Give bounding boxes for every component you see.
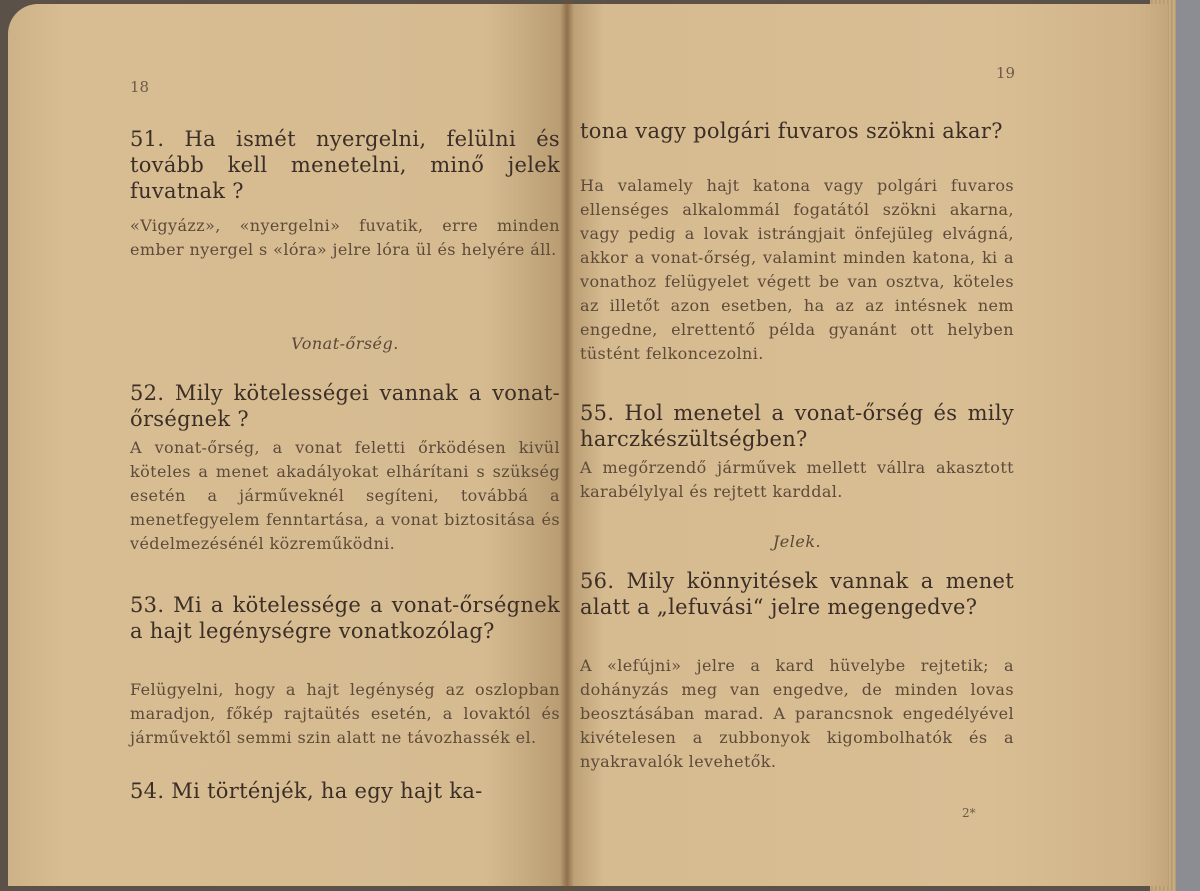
question-52: 52. Mily kötelességei vannak a vonat-őrségnek ? <box>130 381 560 431</box>
question-56: 56. Mily könnyitések vannak a menet alatt a „lefuvási“ jelre megengedve? <box>580 569 1014 619</box>
left-page <box>8 4 568 886</box>
answer-51: «Vigyázz», «nyergelni» fuvatik, erre minden ember nyergel s «lóra» jelre lóra ül és helyére áll. <box>130 216 560 259</box>
question-51: 51. Ha ismét nyergelni, felülni és tovább kell menetelni, minő jelek fuvatnak ? <box>130 127 560 203</box>
gutter <box>560 0 574 891</box>
section-heading: Jelek. <box>772 532 822 551</box>
page-number: 19 <box>996 64 1016 82</box>
question-53: 53. Mi a kötelessége a vonat-őrségnek a hajt legénységre vonatkozólag? <box>130 593 560 643</box>
answer-54: Ha valamely hajt katona vagy polgári fuvaros ellenséges alkalommál fogatától szökni akarna, vagy pedig a lovak istrángjait önfejüleg elvágná, akkor a vonat-őrség, valamint minden katona, ki a vonathoz felügyelet végett be van osztva, köteles az illetőt azon esetben, ha az az intésnek nem engedne, elrettentő példa gyanánt ott helyben tüstént felkoncezolni. <box>580 176 1014 363</box>
right-page <box>568 4 1168 886</box>
question-55: 55. Hol menetel a vonat-őrség és mily harczkészültségben? <box>580 401 1014 451</box>
page-number: 18 <box>130 78 150 96</box>
background <box>1176 0 1200 891</box>
section-heading: Vonat-őrség. <box>291 334 399 353</box>
question-54-continued: tona vagy polgári fuvaros szökni akar? <box>580 119 1003 143</box>
answer-53: Felügyelni, hogy a hajt legénység az oszlopban maradjon, főkép rajtaütés esetén, a lovaktól és járművektől semmi szin alatt ne távozhassék el. <box>130 680 560 747</box>
answer-55: A megőrzendő járművek mellett vállra akasztott karabélylyal és rejtett karddal. <box>580 458 1014 501</box>
answer-52: A vonat-őrség, a vonat feletti őrködésen kivül köteles a menet akadályokat elhárítani s szükség esetén a járműveknél segíteni, továbbá a menetfegyelem fenntartása, a vonat biztositása és védelmezésénél közreműködni. <box>130 438 560 553</box>
answer-56: A «lefújni» jelre a kard hüvelybe rejtetik; a dohányzás meg van engedve, de minden lovas beosztásában marad. A parancsnok engedélyével kivételesen a zubbonyok kigombolhatók és a nyakravalók levehetők. <box>580 656 1014 771</box>
signature-mark: 2* <box>962 806 976 820</box>
question-54: 54. Mi történjék, ha egy hajt ka- <box>130 779 483 803</box>
